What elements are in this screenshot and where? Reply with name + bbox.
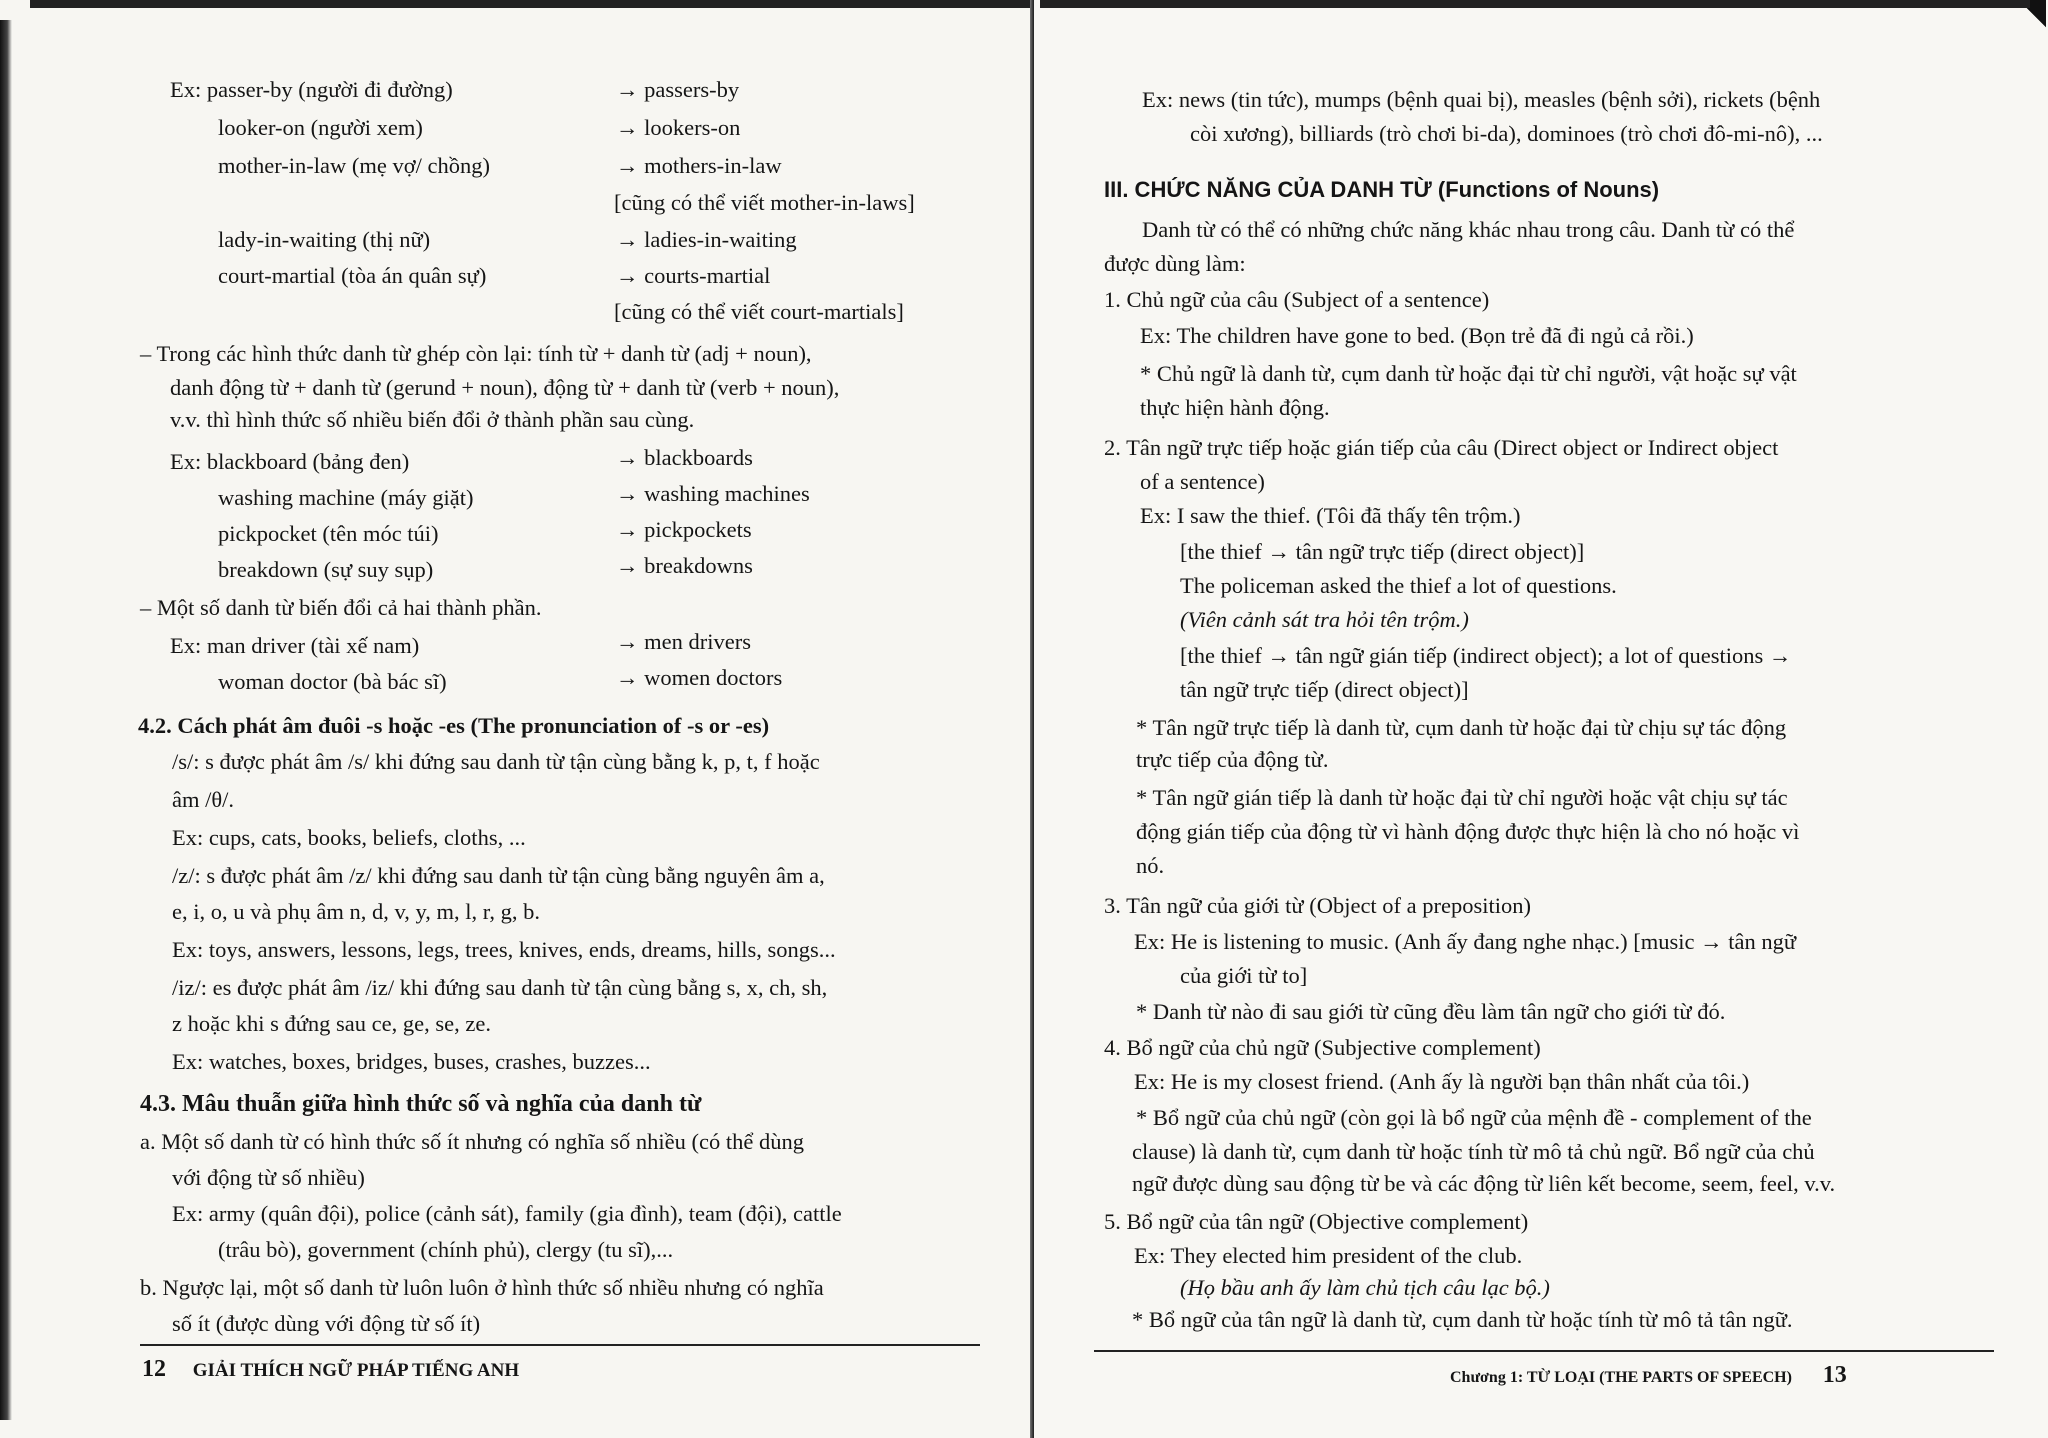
list-item: 4. Bổ ngữ của chủ ngữ (Subjective complement) [1104,1035,1541,1060]
text-line: * Danh từ nào đi sau giới từ cũng đều làm tân ngữ cho giới từ đó. [1136,999,1726,1024]
text-line: với động từ số nhiều) [172,1165,365,1190]
text-line: * Tân ngữ gián tiếp là danh từ hoặc đại từ chỉ người hoặc vật chịu sự tác [1136,785,1788,810]
text-line: (Viên cảnh sát tra hỏi tên trộm.) [1180,607,1469,632]
text-line: Ex: They elected him president of the club. [1134,1243,1523,1268]
text-line: trực tiếp của động từ. [1136,747,1329,772]
text-line: → lookers-on [616,115,741,140]
text-line: – Trong các hình thức danh từ ghép còn lại: tính từ + danh từ (adj + noun), [140,341,812,366]
text-line: [cũng có thể viết court-martials] [614,299,904,324]
text-line: Ex: He is listening to music. (Anh ấy đang nghe nhạc.) [music → tân ngữ [1134,929,1797,954]
footer-rule [140,1344,980,1346]
text-line: /s/: s được phát âm /s/ khi đứng sau danh từ tận cùng bằng k, p, t, f hoặc [172,749,820,774]
text-line: woman doctor (bà bác sĩ) [218,669,447,694]
text-line: → mothers-in-law [616,153,782,178]
top-book-edge [30,0,1030,8]
text-line: ngữ được dùng sau động từ be và các động từ liên kết become, seem, feel, v.v. [1132,1171,1836,1196]
text-line: tân ngữ trực tiếp (direct object)] [1180,677,1469,702]
text-line: → ladies-in-waiting [616,227,797,252]
text-line: e, i, o, u và phụ âm n, d, v, y, m, l, r, g, b. [172,899,541,924]
book-title: GIẢI THÍCH NGỮ PHÁP TIẾNG ANH [192,1360,520,1381]
text-line: → women doctors [616,665,783,690]
left-book-edge [0,20,12,1420]
page-number: 12 [142,1356,166,1382]
text-line: [the thief → tân ngữ trực tiếp (direct object)] [1180,539,1585,564]
text-line: (trâu bò), government (chính phủ), clergy (tu sĩ),... [218,1237,674,1262]
text-line: b. Ngược lại, một số danh từ luôn luôn ở hình thức số nhiều nhưng có nghĩa [140,1275,824,1300]
text-line: còi xương), billiards (trò chơi bi-da), dominoes (trò chơi đô-mi-nô), ... [1190,121,1823,146]
text-line: court-martial (tòa án quân sự) [218,263,487,288]
text-line: → washing machines [616,481,810,506]
text-line: được dùng làm: [1104,251,1246,276]
top-book-edge [1040,0,2030,8]
text-line: of a sentence) [1140,469,1265,494]
text-line: [the thief → tân ngữ gián tiếp (indirect object); a lot of questions → [1180,643,1792,668]
text-line: washing machine (máy giặt) [218,485,474,510]
page-number: 13 [1822,1362,1847,1388]
text-line: Ex: blackboard (bảng đen) [170,449,410,474]
text-line: Ex: passer-by (người đi đường) [170,77,453,102]
text-line: Ex: He is my closest friend. (Anh ấy là người bạn thân nhất của tôi.) [1134,1069,1750,1094]
list-item: 3. Tân ngữ của giới từ (Object of a preposition) [1104,893,1532,918]
section-heading: III. CHỨC NĂNG CỦA DANH TỪ (Functions of Nouns) [1104,177,1660,202]
text-line: * Bổ ngữ của chủ ngữ (còn gọi là bổ ngữ của mệnh đề - complement of the [1136,1105,1812,1130]
text-line: Ex: watches, boxes, bridges, buses, crashes, buzzes... [172,1049,651,1074]
text-line: breakdown (sự suy sụp) [218,557,434,582]
text-line: a. Một số danh từ có hình thức số ít nhưng có nghĩa số nhiều (có thể dùng [140,1129,804,1154]
text-line: * Chủ ngữ là danh từ, cụm danh từ hoặc đại từ chỉ người, vật hoặc sự vật [1140,361,1797,386]
list-item: 5. Bổ ngữ của tân ngữ (Objective complement) [1104,1209,1529,1234]
page-footer [1450,1362,1847,1389]
text-line: – Một số danh từ biến đổi cả hai thành phần. [140,595,542,620]
text-line: số ít (được dùng với động từ số ít) [172,1311,481,1336]
text-line: Ex: news (tin tức), mumps (bệnh quai bị), measles (bệnh sởi), rickets (bệnh [1142,87,1821,112]
section-heading: 4.2. Cách phát âm đuôi -s hoặc -es (The pronunciation of -s or -es) [138,713,770,738]
text-line: pickpocket (tên móc túi) [218,521,439,546]
section-heading: 4.3. Mâu thuẫn giữa hình thức số và nghĩa của danh từ [140,1091,702,1117]
text-line: danh động từ + danh từ (gerund + noun), động từ + danh từ (verb + noun), [170,375,840,400]
text-line: → passers-by [616,77,740,102]
text-line: → men drivers [616,629,751,654]
text-line: [cũng có thể viết mother-in-laws] [614,190,915,215]
text-line: clause) là danh từ, cụm danh từ hoặc tính từ mô tả chủ ngữ. Bổ ngữ của chủ [1132,1139,1815,1164]
right-page [1034,0,2048,1438]
text-line: Danh từ có thể có những chức năng khác nhau trong câu. Danh từ có thể [1142,217,1795,242]
text-line: The policeman asked the thief a lot of questions. [1180,573,1617,598]
text-line: looker-on (người xem) [218,115,423,140]
text-line: → pickpockets [616,517,752,542]
chapter-title: Chương 1: TỪ LOẠI (THE PARTS OF SPEECH) [1450,1369,1792,1386]
text-line: thực hiện hành động. [1140,395,1330,420]
text-line: nó. [1136,853,1165,878]
list-item: 2. Tân ngữ trực tiếp hoặc gián tiếp của câu (Direct object or Indirect object [1104,435,1779,460]
text-line: Ex: I saw the thief. (Tôi đã thấy tên trộm.) [1140,503,1521,528]
text-line: → blackboards [616,445,753,470]
text-line: Ex: toys, answers, lessons, legs, trees, knives, ends, dreams, hills, songs... [172,937,836,962]
text-line: → courts-martial [616,263,771,288]
text-line: /iz/: es được phát âm /iz/ khi đứng sau danh từ tận cùng bằng s, x, ch, sh, [172,975,828,1000]
text-line: mother-in-law (mẹ vợ/ chồng) [218,153,490,178]
text-line: Ex: man driver (tài xế nam) [170,633,420,658]
text-line: z hoặc khi s đứng sau ce, ge, se, ze. [172,1011,491,1036]
text-line: /z/: s được phát âm /z/ khi đứng sau danh từ tận cùng bằng nguyên âm a, [172,863,825,888]
page-footer [142,1356,519,1383]
text-line: v.v. thì hình thức số nhiều biến đổi ở thành phần sau cùng. [170,407,695,432]
text-line: Ex: cups, cats, books, beliefs, cloths, ... [172,825,526,850]
text-line: lady-in-waiting (thị nữ) [218,227,431,252]
text-line: (Họ bầu anh ấy làm chủ tịch câu lạc bộ.) [1180,1275,1550,1300]
footer-rule [1094,1350,1994,1352]
text-line: Ex: army (quân đội), police (cảnh sát), family (gia đình), team (đội), cattle [172,1201,842,1226]
text-line: động gián tiếp của động từ vì hành động được thực hiện là cho nó hoặc vì [1136,819,1800,844]
text-line: của giới từ to] [1180,963,1308,988]
text-line: * Bổ ngữ của tân ngữ là danh từ, cụm danh từ hoặc tính từ mô tả tân ngữ. [1132,1307,1793,1332]
text-line: âm /θ/. [172,787,235,812]
text-line: Ex: The children have gone to bed. (Bọn trẻ đã đi ngủ cả rồi.) [1140,323,1694,348]
text-line: * Tân ngữ trực tiếp là danh từ, cụm danh từ hoặc đại từ chịu sự tác động [1136,715,1787,740]
text-line: → breakdowns [616,553,753,578]
list-item: 1. Chủ ngữ của câu (Subject of a sentence) [1104,287,1490,312]
